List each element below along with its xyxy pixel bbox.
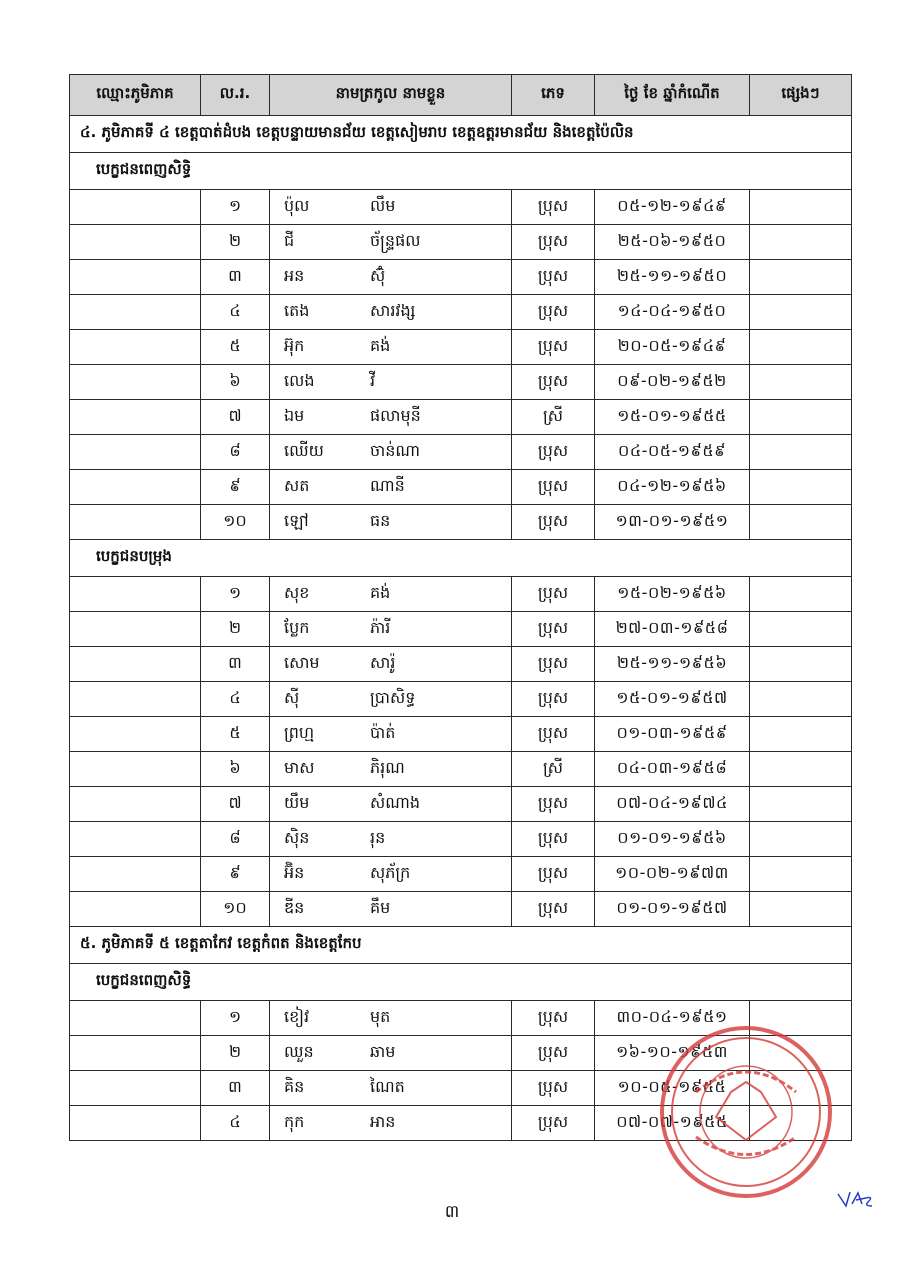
family-name: សោម (284, 653, 320, 672)
name-cell (270, 577, 512, 612)
family-name: យឹម (284, 793, 310, 812)
row-number: ១០ (201, 505, 270, 540)
other-cell (750, 190, 852, 225)
zone-cell (70, 892, 201, 927)
dob-cell: ០៩-០២-១៩៥២ (595, 365, 750, 400)
other-cell (750, 435, 852, 470)
other-cell (750, 822, 852, 857)
gender-cell: ប្រុស (512, 470, 595, 505)
given-name: មុត (370, 1007, 391, 1026)
gender-cell: ប្រុស (512, 682, 595, 717)
dob-cell: ០៥-១២-១៩៤៩ (595, 190, 750, 225)
dob-cell: ១០-០៥-១៩៥៥ (595, 1071, 750, 1106)
family-name: កុក (284, 1112, 305, 1131)
name-cell (270, 682, 512, 717)
row-number: ៨ (201, 435, 270, 470)
given-name: ប៉ាត់ (370, 723, 396, 742)
given-name: លឹម (370, 196, 396, 215)
zone-cell (70, 505, 201, 540)
given-name: ភិរុណ (370, 758, 405, 777)
row-number: ១ (201, 190, 270, 225)
family-name: សត (284, 476, 310, 495)
row-number: ១ (201, 1001, 270, 1036)
other-cell (750, 260, 852, 295)
table-row (70, 225, 852, 260)
table-row (70, 682, 852, 717)
table-row (70, 470, 852, 505)
gender-cell: ស្រី (512, 752, 595, 787)
given-name: ផលាមុនី (370, 406, 421, 425)
gender-cell: ប្រុស (512, 647, 595, 682)
zone-cell (70, 717, 201, 752)
table-row (70, 190, 852, 225)
other-cell (750, 400, 852, 435)
name-cell (270, 752, 512, 787)
group-label: បេក្ខជនពេញសិទ្ធិ (70, 964, 852, 1001)
given-name: សំណាង (370, 793, 420, 812)
table-row (70, 717, 852, 752)
zone-cell (70, 857, 201, 892)
section-row (70, 116, 852, 153)
table-row (70, 787, 852, 822)
gender-cell: ប្រុស (512, 225, 595, 260)
header-number: ល.រ. (201, 75, 270, 116)
gender-cell: ប្រុស (512, 1001, 595, 1036)
name-cell (270, 857, 512, 892)
family-name: ប៉ុល (284, 196, 310, 215)
name-cell (270, 1071, 512, 1106)
signature-initials (836, 1188, 876, 1212)
zone-cell (70, 752, 201, 787)
given-name: ណានី (370, 476, 405, 495)
dob-cell: ០១-០១-១៩៥៧ (595, 892, 750, 927)
dob-cell: ១០-០២-១៩៧៣ (595, 857, 750, 892)
gender-cell: ស្រី (512, 400, 595, 435)
family-name: មាស (284, 758, 315, 777)
name-cell (270, 1001, 512, 1036)
name-cell (270, 1036, 512, 1071)
other-cell (750, 682, 852, 717)
name-cell (270, 505, 512, 540)
other-cell (750, 752, 852, 787)
row-number: ៩ (201, 470, 270, 505)
dob-cell: ០១-០៣-១៩៥៩ (595, 717, 750, 752)
zone-cell (70, 470, 201, 505)
dob-cell: ០៤-០៣-១៩៥៨ (595, 752, 750, 787)
zone-cell (70, 435, 201, 470)
group-label: បេក្ខជនបម្រុង (70, 540, 852, 577)
gender-cell: ប្រុស (512, 787, 595, 822)
gender-cell: ប្រុស (512, 330, 595, 365)
family-name: ព្រហ្ម (284, 723, 315, 742)
family-name: តេង (284, 301, 310, 320)
dob-cell: ០៤-០៥-១៩៥៩ (595, 435, 750, 470)
row-number: ១ (201, 577, 270, 612)
zone-cell (70, 295, 201, 330)
family-name: ឯម (284, 406, 305, 425)
zone-cell (70, 190, 201, 225)
name-cell (270, 400, 512, 435)
row-number: ៤ (201, 682, 270, 717)
row-number: ៣ (201, 260, 270, 295)
family-name: ជី (284, 231, 295, 250)
row-number: ២ (201, 1036, 270, 1071)
section-title: ៤. ភូមិភាគទី ៤ ខេត្តបាត់ដំបង ខេត្តបន្ទាយមានជ័យ ខេត្តសៀមរាប ខេត្តឧត្តរមានជ័យ និងខេត្តប៉ៃលិន (70, 116, 852, 153)
group-row (70, 540, 852, 577)
header-gender: ភេទ (512, 75, 595, 116)
name-cell (270, 330, 512, 365)
table-row (70, 752, 852, 787)
zone-cell (70, 1001, 201, 1036)
row-number: ៥ (201, 330, 270, 365)
table-row (70, 857, 852, 892)
table-row (70, 505, 852, 540)
gender-cell: ប្រុស (512, 295, 595, 330)
other-cell (750, 892, 852, 927)
family-name: ឈើយ (284, 441, 324, 460)
page-number: ៣ (444, 1202, 460, 1222)
gender-cell: ប្រុស (512, 717, 595, 752)
dob-cell: ២០-០៥-១៩៤៩ (595, 330, 750, 365)
given-name: សារ៉ូ (370, 653, 396, 672)
other-cell (750, 365, 852, 400)
given-name: ធន (370, 511, 391, 530)
zone-cell (70, 787, 201, 822)
gender-cell: ប្រុស (512, 435, 595, 470)
row-number: ៤ (201, 1106, 270, 1141)
row-number: ៨ (201, 822, 270, 857)
dob-cell: ១៥-០២-១៩៥៦ (595, 577, 750, 612)
given-name: អាន (370, 1112, 396, 1131)
name-cell (270, 717, 512, 752)
gender-cell: ប្រុស (512, 505, 595, 540)
row-number: ៥ (201, 717, 270, 752)
gender-cell: ប្រុស (512, 190, 595, 225)
family-name: លេង (284, 371, 315, 390)
row-number: ២ (201, 225, 270, 260)
zone-cell (70, 400, 201, 435)
other-cell (750, 857, 852, 892)
family-name: អ៊ិន (284, 863, 305, 882)
table-row (70, 892, 852, 927)
given-name: ណៃត (370, 1077, 405, 1096)
table-row (70, 295, 852, 330)
name-cell (270, 892, 512, 927)
other-cell (750, 717, 852, 752)
header-name: នាមត្រកូល នាមខ្លួន (270, 75, 512, 116)
row-number: ១០ (201, 892, 270, 927)
zone-cell (70, 1106, 201, 1141)
family-name: ឌីន (284, 898, 305, 917)
name-cell (270, 612, 512, 647)
gender-cell: ប្រុស (512, 1071, 595, 1106)
section-title: ៥. ភូមិភាគទី ៥ ខេត្តតាកែវ ខេត្តកំពត និងខេត្តកែប (70, 927, 852, 964)
dob-cell: ០៧-០៤-១៩៧៤ (595, 787, 750, 822)
zone-cell (70, 1036, 201, 1071)
gender-cell: ប្រុស (512, 260, 595, 295)
zone-cell (70, 647, 201, 682)
row-number: ៤ (201, 295, 270, 330)
gender-cell: ប្រុស (512, 1036, 595, 1071)
other-cell (750, 787, 852, 822)
dob-cell: ០៧-០៧-១៩៥៥ (595, 1106, 750, 1141)
given-name: ភ៉ារី (370, 618, 391, 637)
group-row (70, 964, 852, 1001)
official-stamp-seal (656, 1022, 836, 1202)
header-other: ផ្សេងៗ (750, 75, 852, 116)
other-cell (750, 225, 852, 260)
zone-cell (70, 225, 201, 260)
zone-cell (70, 612, 201, 647)
table-row (70, 647, 852, 682)
zone-cell (70, 822, 201, 857)
family-name: ឈួន (284, 1042, 314, 1061)
given-name: គង់ (370, 583, 391, 602)
family-name: អ៊ុក (284, 336, 305, 355)
name-cell (270, 470, 512, 505)
given-name: ប្រាសិទ្ធ (370, 688, 416, 707)
zone-cell (70, 330, 201, 365)
row-number: ៣ (201, 647, 270, 682)
given-name: ច័ន្ទ្រផល (370, 231, 421, 250)
row-number: ៧ (201, 400, 270, 435)
other-cell (750, 505, 852, 540)
dob-cell: ១៥-០១-១៩៥៧ (595, 682, 750, 717)
gender-cell: ប្រុស (512, 822, 595, 857)
gender-cell: ប្រុស (512, 857, 595, 892)
row-number: ៦ (201, 365, 270, 400)
family-name: គិន (284, 1077, 305, 1096)
zone-cell (70, 1071, 201, 1106)
given-name: ចាន់ណា (370, 441, 420, 460)
name-cell (270, 260, 512, 295)
table-row (70, 260, 852, 295)
dob-cell: ១៣-០១-១៩៥១ (595, 505, 750, 540)
gender-cell: ប្រុស (512, 892, 595, 927)
given-name: សារវង្ស (370, 301, 416, 320)
given-name: គឹម (370, 898, 391, 917)
dob-cell: ២៧-០៣-១៩៥៨ (595, 612, 750, 647)
group-row (70, 153, 852, 190)
table-row (70, 435, 852, 470)
given-name: រុន (370, 828, 386, 847)
table-row (70, 822, 852, 857)
name-cell (270, 787, 512, 822)
given-name: ស៊ុំ (370, 266, 386, 285)
other-cell (750, 577, 852, 612)
other-cell (750, 647, 852, 682)
family-name: ស៊ិន (284, 828, 310, 847)
gender-cell: ប្រុស (512, 1106, 595, 1141)
dob-cell: ០៤-១២-១៩៥៦ (595, 470, 750, 505)
group-label: បេក្ខជនពេញសិទ្ធិ (70, 153, 852, 190)
gender-cell: ប្រុស (512, 365, 595, 400)
given-name: សុភ័ក្រ (370, 863, 411, 882)
section-row (70, 927, 852, 964)
name-cell (270, 365, 512, 400)
candidate-table (69, 74, 852, 1141)
table-row (70, 400, 852, 435)
zone-cell (70, 365, 201, 400)
family-name: សុខ (284, 583, 310, 602)
other-cell (750, 295, 852, 330)
table-row (70, 577, 852, 612)
family-name: អន (284, 266, 305, 285)
dob-cell: ២៥-១១-១៩៥០ (595, 260, 750, 295)
family-name: ប្លែក (284, 618, 310, 637)
row-number: ២ (201, 612, 270, 647)
given-name: គង់ (370, 336, 391, 355)
table-row (70, 330, 852, 365)
given-name: វី (370, 371, 376, 390)
dob-cell: ៣០-០៤-១៩៥១ (595, 1001, 750, 1036)
dob-cell: ១៥-០១-១៩៥៥ (595, 400, 750, 435)
dob-cell: ១៤-០៤-១៩៥០ (595, 295, 750, 330)
row-number: ៧ (201, 787, 270, 822)
row-number: ៦ (201, 752, 270, 787)
dob-cell: ២៥-១១-១៩៥៦ (595, 647, 750, 682)
other-cell (750, 612, 852, 647)
family-name: ស៊ី (284, 688, 300, 707)
family-name: ខៀវ (284, 1007, 310, 1026)
header-zone: ឈ្មោះភូមិភាគ (70, 75, 201, 116)
dob-cell: ០១-០១-១៩៥៦ (595, 822, 750, 857)
header-dob: ថ្ងៃ ខែ ឆ្នាំកំណើត (595, 75, 750, 116)
name-cell (270, 822, 512, 857)
zone-cell (70, 260, 201, 295)
name-cell (270, 225, 512, 260)
dob-cell: ២៥-០៦-១៩៥០ (595, 225, 750, 260)
gender-cell: ប្រុស (512, 612, 595, 647)
name-cell (270, 435, 512, 470)
table-header-row (70, 75, 852, 116)
given-name: ឆាម (370, 1042, 396, 1061)
name-cell (270, 1106, 512, 1141)
other-cell (750, 330, 852, 365)
zone-cell (70, 682, 201, 717)
row-number: ៩ (201, 857, 270, 892)
dob-cell: ១៦-១០-១៩៥៣ (595, 1036, 750, 1071)
row-number: ៣ (201, 1071, 270, 1106)
family-name: ឡៅ (284, 511, 309, 530)
name-cell (270, 190, 512, 225)
name-cell (270, 295, 512, 330)
gender-cell: ប្រុស (512, 577, 595, 612)
other-cell (750, 470, 852, 505)
name-cell (270, 647, 512, 682)
table-row (70, 365, 852, 400)
zone-cell (70, 577, 201, 612)
table-row (70, 612, 852, 647)
